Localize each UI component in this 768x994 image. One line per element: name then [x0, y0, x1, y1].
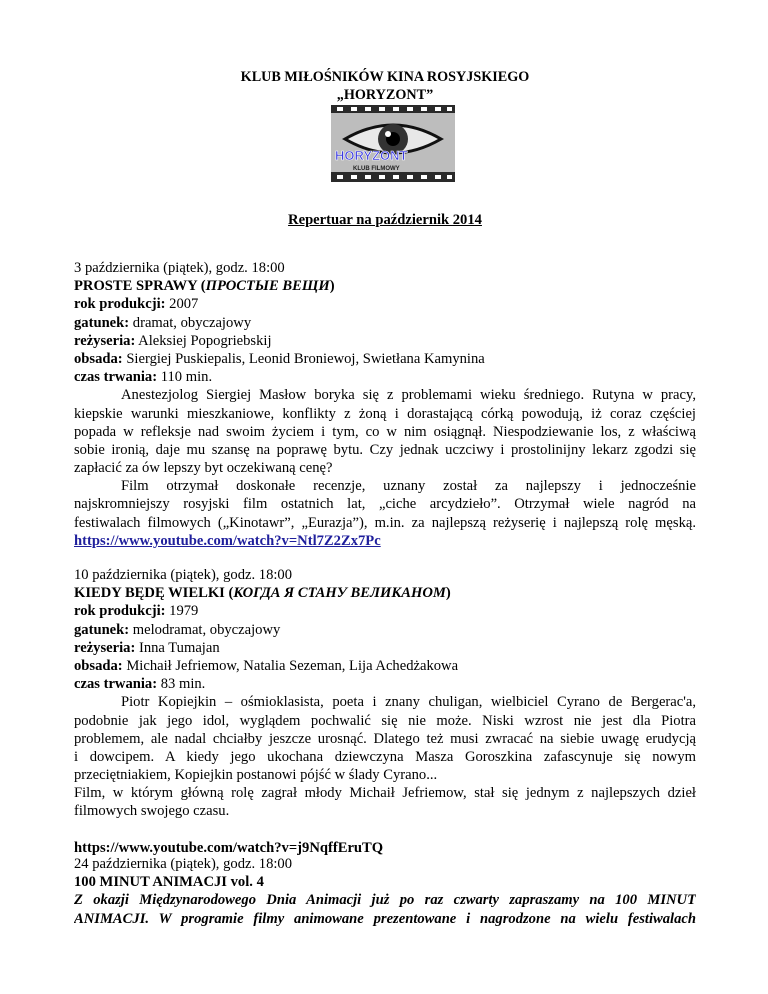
film-cast: obsada: Siergiej Puskiepalis, Leonid Broniewoj, Swietłana Kamynina [74, 350, 485, 367]
film-description: kiepskie warunki mieszkaniowe, konflikty z żoną i dorastającą córką powodują, iż coraz częściej [74, 405, 696, 422]
film-description: Piotr Kopiejkin – ośmioklasista, poeta i znany chuligan, wielbiciel Cyrano de Bergerac'a, [121, 694, 696, 711]
film-entry-2 [74, 566, 696, 857]
film-cast: obsada: Michaił Jefriemow, Natalia Sezeman, Lija Achedżakowa [74, 657, 459, 674]
film-duration: czas trwania: 110 min. [74, 369, 213, 386]
film-genre: gatunek: melodramat, obyczajowy [74, 621, 281, 638]
club-name: KLUB MIŁOŚNIKÓW KINA ROSYJSKIEGO [240, 69, 530, 85]
film-description: sobie ironią, daje mu szansę na poprawę bytu. Czy jednak uczciwy i prostolinijny lekarz zgodzi się [74, 441, 696, 458]
trailer-link[interactable]: https://www.youtube.com/watch?v=Ntl7Z2Zx7Pc [74, 532, 381, 549]
film-description: przeciętniakiem, Kopiejkin postanowi pójść w ślady Cyrano... [74, 767, 438, 784]
svg-text:KLUB FILMOWY: KLUB FILMOWY [353, 166, 400, 172]
film-entry-3 [74, 855, 696, 928]
film-description: problemem, ale nadal chciałby jeszcze urosnąć. Dlatego też musi zwracać na siebie uwagę erudycją [74, 730, 696, 747]
film-date: 24 października (piątek), godz. 18:00 [74, 856, 293, 872]
club-title: „HORYZONT” [336, 87, 434, 103]
trailer-link[interactable]: https://www.youtube.com/watch?v=j9NqffEruTQ [74, 839, 384, 856]
film-title: KIEDY BĘDĘ WIELKI (КОГДА Я СТАНУ ВЕЛИКАНОМ) [74, 585, 451, 602]
film-duration: czas trwania: 83 min. [74, 676, 206, 693]
film-description: najskromniejszy rosyjski film ostatnich lat, „ciche arcydzieło”. Otrzymał wiele nagród na [74, 496, 696, 513]
film-description: ANIMACJI. W programie filmy animowane prezentowane i nagrodzone na wielu festiwalach [74, 910, 696, 927]
film-director: reżyseria: Inna Tumajan [74, 639, 220, 656]
film-genre: gatunek: dramat, obyczajowy [74, 314, 252, 331]
film-date: 10 października (piątek), godz. 18:00 [74, 567, 293, 583]
film-title: 100 MINUT ANIMACJI vol. 4 [74, 874, 264, 891]
film-date: 3 października (piątek), godz. 18:00 [74, 260, 285, 276]
film-description: podobnie jak jego idol, wyglądem pochwalić się nie może. Niski wzrost nie jest dla Piotra [74, 712, 696, 729]
film-entry-1 [74, 259, 696, 550]
film-year: rok produkcji: 2007 [74, 296, 199, 313]
horyzont-logo-icon [331, 105, 455, 182]
film-description: i dowcipem. A kiedy jego ukochana dziewczyna Masza Goroszkina zafascynuje się nowym [74, 748, 696, 765]
repertoire-title: Repertuar na październik 2014 [288, 212, 482, 228]
film-year: rok produkcji: 1979 [74, 603, 199, 620]
film-description: Film, w którym główną rolę zagrał młody Michaił Jefriemow, stał się jednym z najlepszych dzieł [74, 785, 696, 802]
film-description: popada w refleksje nad swoim życiem i tym, co w nim osiągnął. Niespodziewanie los, z właściwą [74, 423, 696, 440]
film-description: zapłacić za ów lepszy byt oczekiwaną cenę? [74, 460, 333, 477]
film-title: PROSTE SPRAWY (ПРОСТЫЕ ВЕЩИ) [74, 278, 335, 295]
film-description: Anestezjolog Siergiej Masłow boryka się z problemami wieku średniego. Rutyna w pracy, [121, 387, 696, 404]
film-description: Film otrzymał doskonałe recenzje, uznany został za najlepszy i jednocześnie [121, 478, 696, 495]
film-description: festiwalach filmowych („Kinotawr”, „Eurazja”), m.in. za najlepszą reżyserię i najlepszą rolę męską. [74, 514, 696, 531]
svg-text:HORYZONT: HORYZONT [335, 148, 408, 163]
film-description: filmowych swojego czasu. [74, 803, 230, 820]
film-description: Z okazji Międzynarodowego Dnia Animacji już po raz czwarty zapraszamy na 100 MINUT [74, 892, 696, 909]
film-director: reżyseria: Aleksiej Popogriebskij [74, 332, 272, 349]
